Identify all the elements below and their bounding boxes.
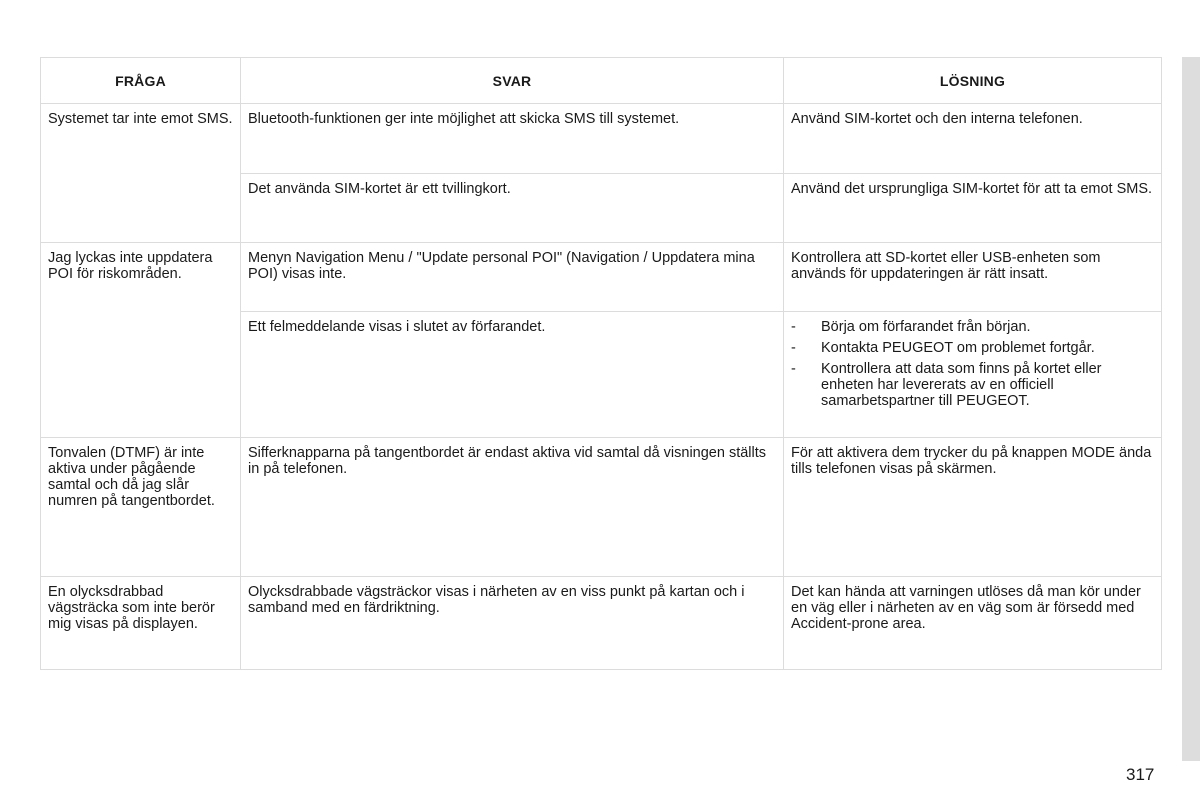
faq-table bbox=[40, 57, 1162, 670]
table-row bbox=[41, 243, 1162, 312]
table-row bbox=[41, 438, 1162, 577]
solution-cell bbox=[784, 312, 1162, 438]
question-cell: Jag lyckas inte uppdatera POI för riskområden. bbox=[41, 243, 241, 312]
table-row bbox=[41, 174, 1162, 243]
solution-cell: Använd det ursprungliga SIM-kortet för att ta emot SMS. bbox=[784, 174, 1162, 243]
table-row bbox=[41, 312, 1162, 438]
solution-list-text: Börja om förfarandet från början. bbox=[821, 319, 1031, 335]
dash-bullet: - bbox=[791, 340, 796, 356]
dash-bullet: - bbox=[791, 319, 796, 335]
dash-bullet: - bbox=[791, 361, 796, 377]
header-answer: SVAR bbox=[241, 58, 784, 104]
question-cell: En olycksdrabbad vägsträcka som inte berör mig visas på displayen. bbox=[41, 577, 241, 670]
table-row bbox=[41, 577, 1162, 670]
answer-cell: Menyn Navigation Menu / "Update personal POI" (Navigation / Uppdatera mina POI) visas inte. bbox=[241, 243, 784, 312]
solution-list bbox=[791, 319, 1154, 409]
solution-cell: Kontrollera att SD-kortet eller USB-enheten som används för uppdateringen är rätt insatt. bbox=[784, 243, 1162, 312]
page-number: 317 bbox=[1126, 765, 1155, 784]
answer-cell: Det använda SIM-kortet är ett tvillingkort. bbox=[241, 174, 784, 243]
question-cell: Tonvalen (DTMF) är inte aktiva under pågående samtal och då jag slår numren på tangentbordet. bbox=[41, 438, 241, 577]
table-row bbox=[41, 104, 1162, 174]
question-cell-continued bbox=[41, 174, 241, 243]
side-tab-marker bbox=[1182, 57, 1200, 761]
answer-cell: Ett felmeddelande visas i slutet av förfarandet. bbox=[241, 312, 784, 438]
header-question: FRÅGA bbox=[41, 58, 241, 104]
header-solution: LÖSNING bbox=[784, 58, 1162, 104]
solution-list-text: Kontrollera att data som finns på kortet eller enheten har levererats av en officiell samarbetspartner till PEUGEOT. bbox=[821, 361, 1102, 409]
solution-cell: Det kan hända att varningen utlöses då man kör under en väg eller i närheten av en väg som är försedd med Accident-prone area. bbox=[784, 577, 1162, 670]
answer-cell: Sifferknapparna på tangentbordet är endast aktiva vid samtal då visningen ställts in på telefonen. bbox=[241, 438, 784, 577]
solution-list-item bbox=[791, 340, 1154, 356]
solution-cell: För att aktivera dem trycker du på knappen MODE ända tills telefonen visas på skärmen. bbox=[784, 438, 1162, 577]
answer-cell: Bluetooth-funktionen ger inte möjlighet att skicka SMS till systemet. bbox=[241, 104, 784, 174]
solution-list-item bbox=[791, 319, 1154, 335]
question-cell-continued bbox=[41, 312, 241, 438]
solution-cell: Använd SIM-kortet och den interna telefonen. bbox=[784, 104, 1162, 174]
question-cell: Systemet tar inte emot SMS. bbox=[41, 104, 241, 174]
solution-list-item bbox=[791, 361, 1154, 409]
answer-cell: Olycksdrabbade vägsträckor visas i närheten av en viss punkt på kartan och i samband med en färdriktning. bbox=[241, 577, 784, 670]
solution-list-text: Kontakta PEUGEOT om problemet fortgår. bbox=[821, 340, 1095, 356]
table-header-row bbox=[41, 58, 1162, 104]
